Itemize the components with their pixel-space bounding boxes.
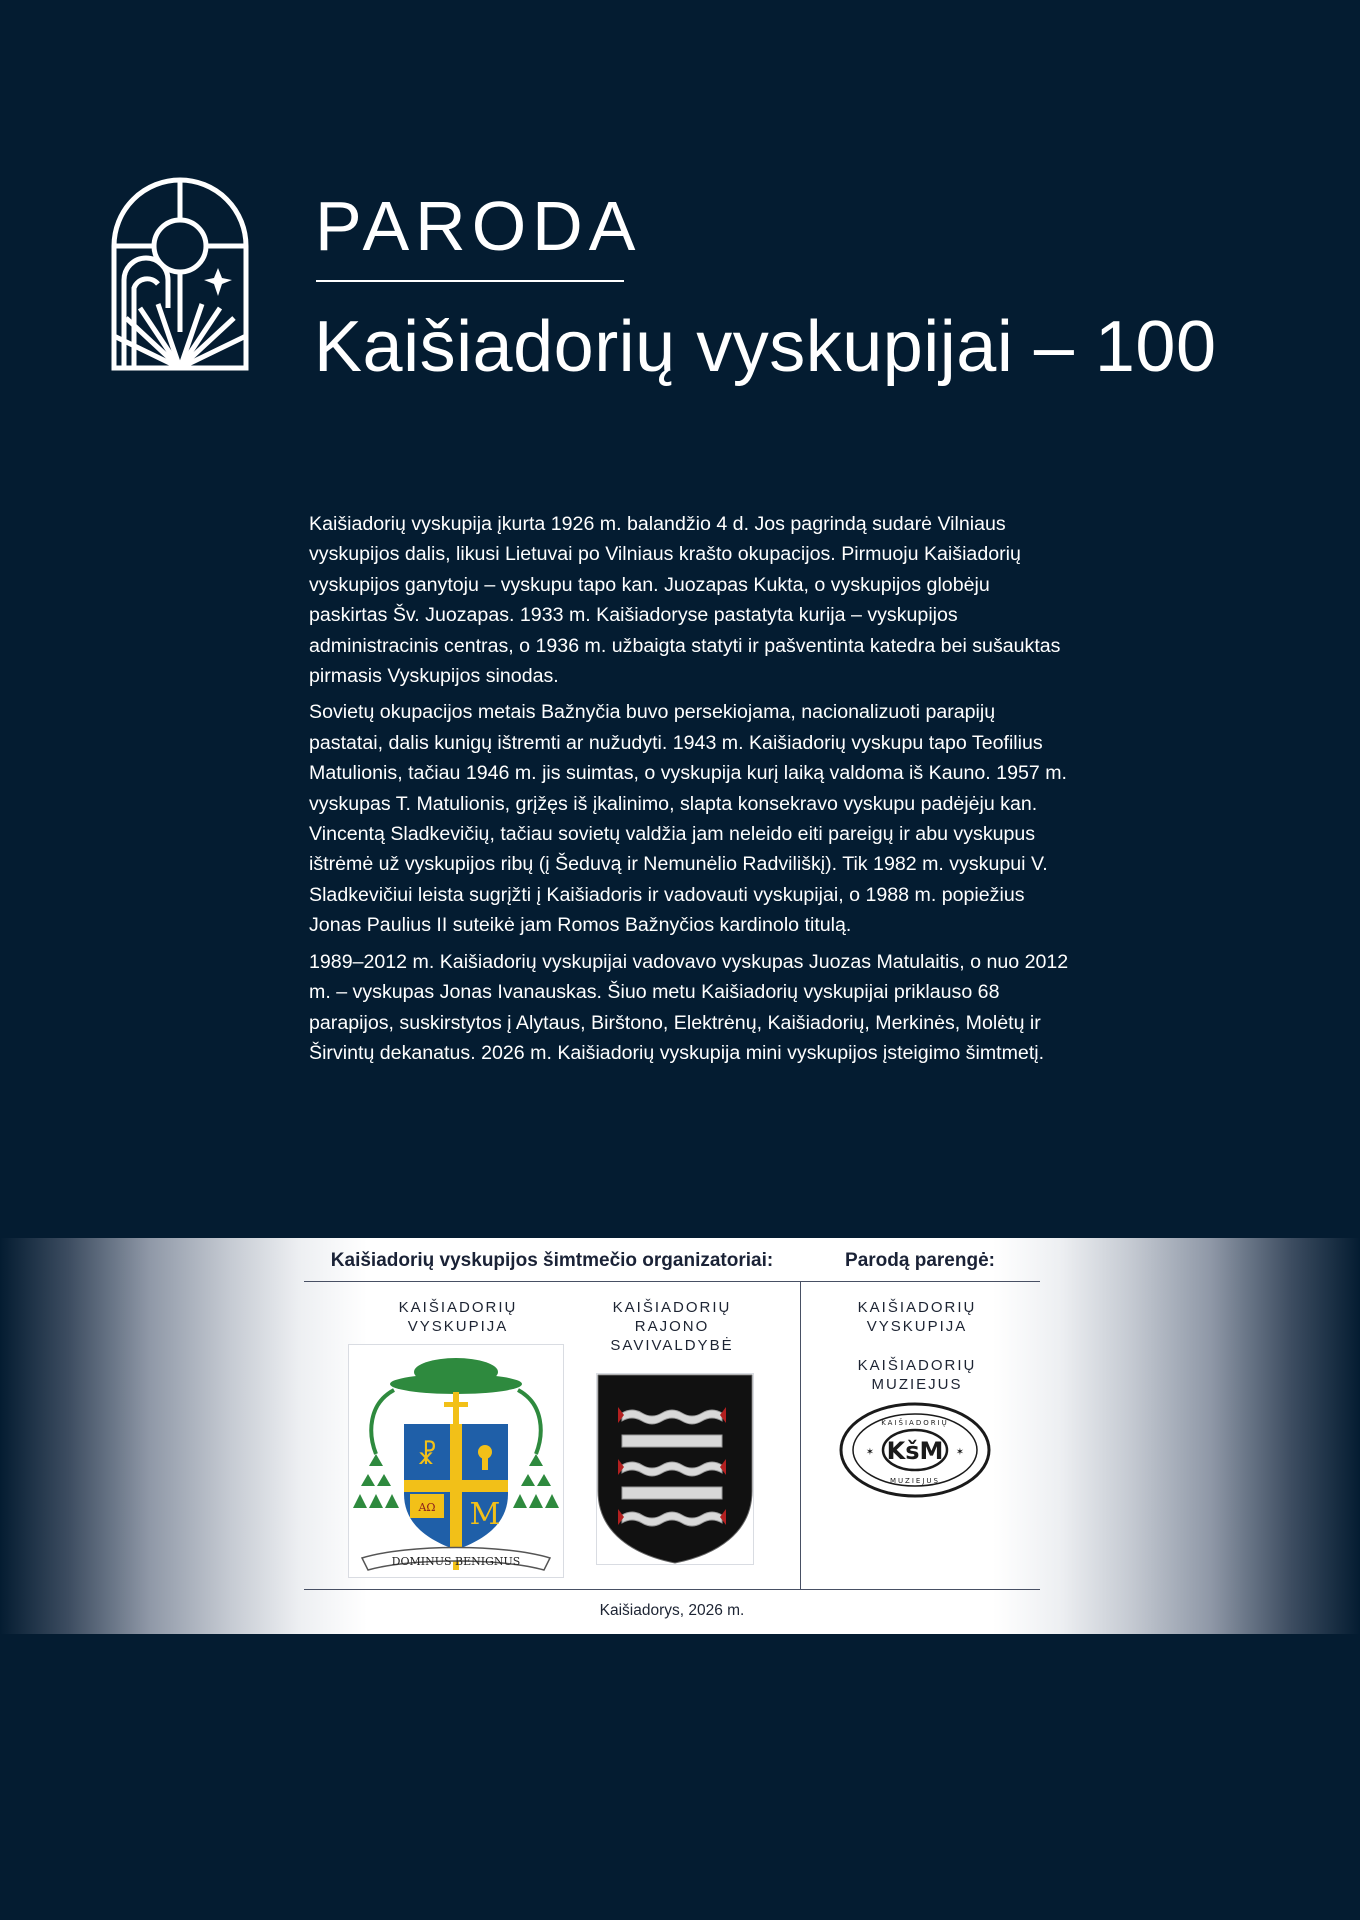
svg-text:M: M: [469, 1497, 501, 1532]
history-text: [309, 509, 1069, 1074]
exhibition-arch-logo: [110, 176, 250, 372]
credits-top-rule: [304, 1281, 1040, 1282]
paragraph-1: Kaišiadorių vyskupija įkurta 1926 m. balandžio 4 d. Jos pagrindą sudarė Vilniaus vyskupijos dalis, likusi Lietuvai po Vilniaus krašto okupacijos. Pirmuoju Kaišiadorių vyskupijos ganytoju – vyskupu tapo kan. Juozapas Kukta, o vyskupijos globėju paskirtas Šv. Juozapas. 1933 m. Kaišiadoryse pastatyta kurija – vyskupijos administracinis centras, o 1936 m. užbaigta statyti ir pašventinta katedra bei sušauktas pirmasis Vyskupijos sinodas.: [309, 513, 1061, 688]
credits-panel: [304, 1238, 1040, 1634]
svg-text:✶: ✶: [955, 1447, 965, 1458]
credits-band: [0, 1238, 1360, 1634]
credits-bottom-rule: [304, 1589, 1040, 1590]
svg-text:AΩ: AΩ: [418, 1501, 436, 1514]
paragraph-2: Sovietų okupacijos metais Bažnyčia buvo persekiojama, nacionalizuoti parapijų pastatai, dalis kunigų ištremti ar nužudyti. 1943 m. Kaišiadorių vyskupu tapo Teofilius Matulionis, tačiau 1946 m. jis suimtas, o vyskupija kurį laiką valdoma iš Kauno. 1957 m. vyskupas T. Matulionis, grįžęs iš įkalinimo, slapta konsekravo vyskupu padėjėju kan. Vincentą Sladkevičių, tačiau sovietų valdžia jam neleido eiti pareigų ir abu vyskupus ištrėmė už vyskupijos ribų (į Šeduvą ir Nemunėlio Radviliškį). Tik 1982 m. vyskupui V. Sladkevičiui leista sugrįžti į Kaišiadoris ir vadovauti vyskupijai, o 1988 m. popiežius Jonas Paulius II suteikė jam Romos Bažnyčios kardinolo titulą.: [309, 701, 1067, 937]
exhibition-kicker: PARODA: [315, 187, 642, 265]
paragraph-3: 1989–2012 m. Kaišiadorių vyskupijai vadovavo vyskupas Juozas Matulaitis, o nuo 2012 m. – vyskupas Jonas Ivanauskas. Šiuo metu Kaišiadorių vyskupijai priklauso 68 parapijos, suskirstytos į Alytaus, Birštono, Elektrėnų, Kaišiadorių, Merkinės, Molėtų ir Širvintų dekanatus. 2026 m. Kaišiadorių vyskupija mini vyskupijos įsteigimo šimtmetį.: [309, 950, 1069, 1064]
credits-column-divider: [800, 1281, 801, 1589]
preparer-diocese-label: KAIŠIADORIŲ VYSKUPIJA: [857, 1299, 977, 1335]
prepared-heading: Parodą parengė:: [845, 1250, 995, 1271]
place-and-year: Kaišiadorys, 2026 m.: [599, 1602, 745, 1619]
organizers-heading: Kaišiadorių vyskupijos šimtmečio organizatoriai:: [330, 1250, 774, 1271]
museum-monogram: KšM: [886, 1437, 944, 1465]
title-divider: [316, 280, 624, 282]
organizer-diocese-label: KAIŠIADORIŲ VYSKUPIJA: [398, 1299, 518, 1335]
preparer-museum-label: KAIŠIADORIŲ MUZIEJUS: [857, 1357, 977, 1393]
svg-text:✶: ✶: [865, 1447, 875, 1458]
diocese-motto: DOMINUS BENIGNUS: [391, 1555, 521, 1568]
museum-ring-bottom: MUZIEJUS: [890, 1477, 940, 1485]
museum-logo: [838, 1401, 992, 1499]
diocese-coat-of-arms: [348, 1344, 564, 1578]
museum-ring-top: KAIŠIADORIŲ: [881, 1419, 949, 1427]
svg-text:☧: ☧: [416, 1441, 438, 1471]
page-title: Kaišiadorių vyskupijai – 100: [314, 307, 1217, 387]
organizer-municipality-label: KAIŠIADORIŲ RAJONO SAVIVALDYBĖ: [610, 1299, 734, 1354]
municipality-coat-of-arms: [596, 1373, 754, 1565]
